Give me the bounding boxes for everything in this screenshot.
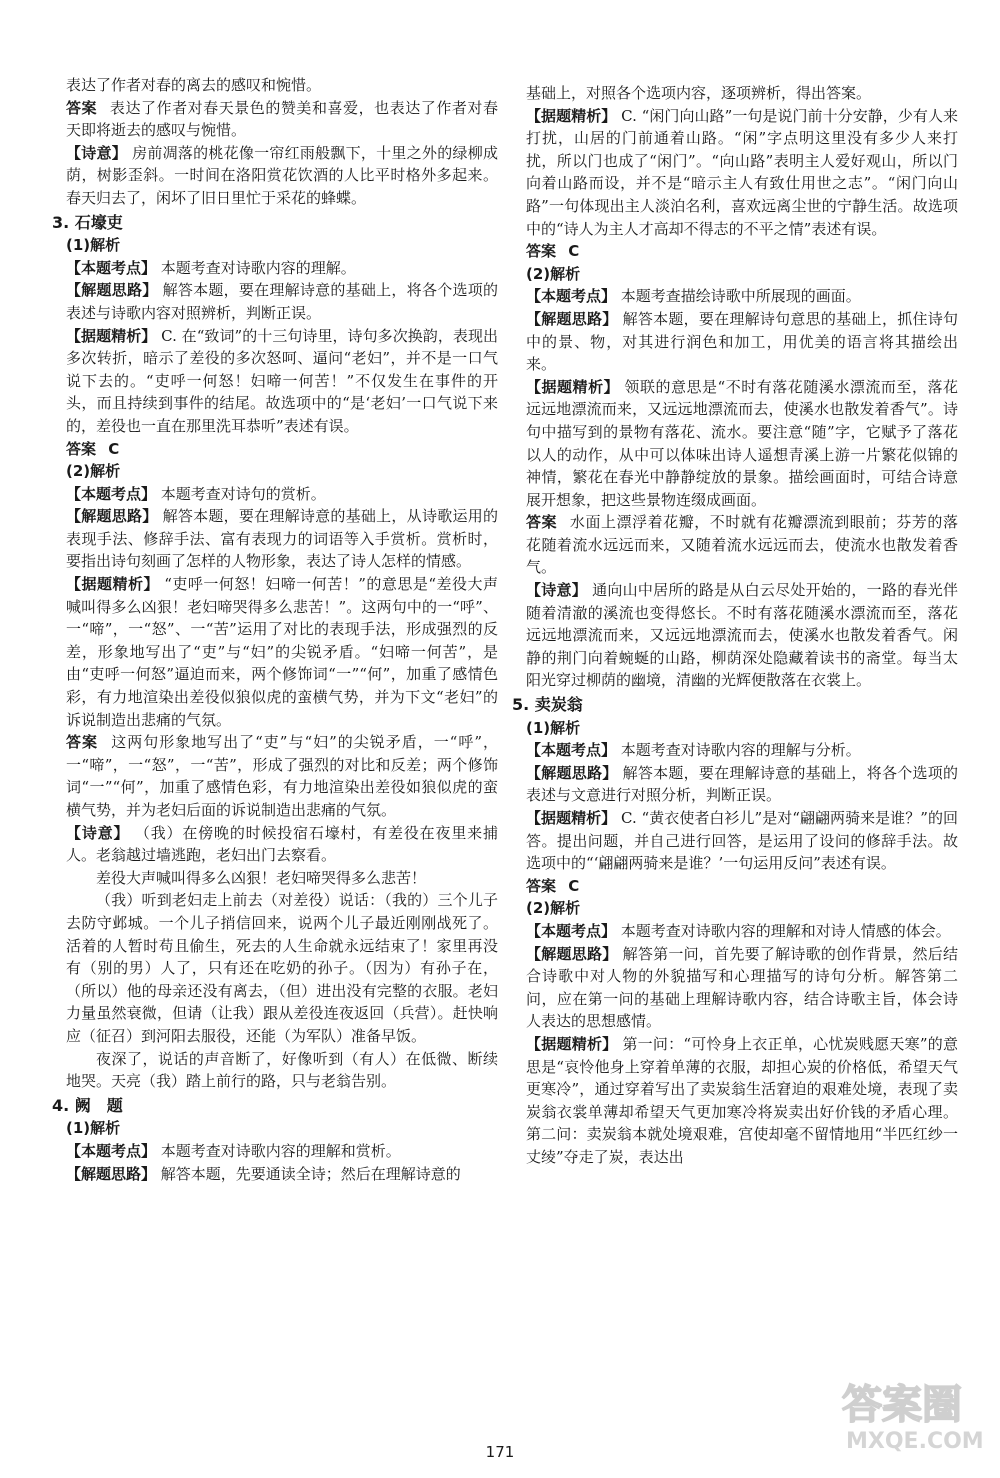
- section-tag: 【本题考点】: [66, 484, 157, 503]
- paragraph-text: C: [108, 439, 120, 458]
- answer-label: 答案: [66, 98, 98, 117]
- sub-heading: (1)解析: [66, 1119, 121, 1138]
- answer-paragraph: [526, 240, 958, 263]
- answer-label: 答案: [66, 733, 98, 752]
- answer-paragraph: [66, 97, 498, 142]
- section-tag: 【本题考点】: [66, 258, 157, 277]
- section-tag: 【据题精析】: [526, 809, 617, 827]
- tagged-paragraph: [526, 1033, 958, 1169]
- watermark-logo: [838, 1376, 988, 1456]
- paragraph-text: 表达了作者对春天景色的赞美和喜爱，也表达了作者对春天即将逝去的感叹与惋惜。: [66, 98, 498, 140]
- section-tag: 【解题思路】: [526, 309, 618, 328]
- paragraph-text: （我）在傍晚的时候投宿石壕村，有差役在夜里来捕人。老翁越过墙逃跑，老妇出门去察看。: [66, 823, 498, 865]
- tagged-paragraph: [66, 483, 498, 506]
- tagged-paragraph: [66, 822, 498, 867]
- section-tag: 【解题思路】: [66, 1164, 157, 1183]
- paragraph-text: 本题考查对诗歌内容的理解和赏析。: [160, 1141, 401, 1160]
- paragraph-text: 解答本题，要在理解诗意的基础上，从诗歌运用的表现手法、修辞手法、富有表现力的词语等入手赏析。赏析时，要指出诗句刻画了怎样的人物形象，表达了诗人怎样的情感。: [66, 507, 498, 571]
- tagged-paragraph: [526, 739, 958, 762]
- section-tag: 【据题精析】: [66, 326, 157, 345]
- answer-label: 答案: [526, 513, 558, 532]
- paragraph-text: 房前凋落的桃花像一帘红雨般飘下，十里之外的绿柳成荫，树影歪斜。一时间在洛阳赏花饮酒的人比平时格外多起来。春天归去了，闲坏了旧日里忙于采花的蜂蝶。: [66, 143, 498, 207]
- tagged-paragraph: [66, 325, 498, 438]
- section-tag: 【解题思路】: [66, 281, 158, 300]
- tagged-paragraph: [66, 1140, 498, 1163]
- answer-paragraph: [526, 875, 958, 898]
- sub-heading: (2)解析: [66, 462, 121, 481]
- section-tag: 【解题思路】: [526, 944, 618, 963]
- paragraph: 表达了作者对春的离去的感叹和惋惜。: [66, 76, 322, 94]
- page-number: 171: [485, 1443, 515, 1461]
- section-tag: 【本题考点】: [526, 921, 617, 940]
- paragraph-text: “吏呼一何怒！妇啼一何苦！”的意思是“差役大声喊叫得多么凶狠！老妇啼哭得多么悲苦！”。这两句中的一“呼”、一“啼”，一“怒”、一“苦”运用了对比的表现手法，形成强烈的反差，形象地写出了“吏”与“妇”的尖锐矛盾。“妇啼一何苦”，是由“吏呼一何怒”逼迫而来，两个修饰词“一”“何”，加重了感情色彩，有力地渲染出差役似狼似虎的蛮横气势，并为下文“老妇”的诉说制造出悲痛的气氛。: [66, 575, 498, 729]
- sub-heading: (1)解析: [526, 718, 581, 737]
- tagged-paragraph: [66, 279, 498, 324]
- paragraph-text: 本题考查对诗歌内容的理解与分析。: [620, 741, 861, 760]
- watermark-line2: MXQE.COM: [846, 1429, 984, 1454]
- tagged-paragraph: [526, 579, 958, 692]
- section-tag: 【诗意】: [66, 823, 130, 842]
- sub-heading: (2)解析: [526, 264, 581, 283]
- section-tag: 【据题精析】: [526, 1034, 618, 1053]
- indented-paragraph: 差役大声喊叫得多么凶狠！老妇啼哭得多么悲苦！: [96, 868, 427, 887]
- paragraph-text: C. “闲门向山路”一句是说门前十分安静，少有人来打扰，山居的门前通着山路。“闲”字点明这里没有多少人来打扰，所以门也成了“闲门”。“向山路”表明主人爱好观山，所以门向着山路而设，并不是“暗示主人有致仕用世之志”。“闲门向山路”一句体现出主人淡泊名利，喜欢远离尘世的宁静生活。故选项中的“诗人为主人才高却不得志的不平之情”表述有误。: [526, 106, 958, 238]
- sub-heading: (2)解析: [526, 899, 581, 918]
- sub-heading: (1)解析: [66, 236, 121, 255]
- section-tag: 【诗意】: [66, 143, 128, 162]
- section-tag: 【据题精析】: [66, 575, 159, 594]
- paragraph-text: 领联的意思是“不时有落花随溪水漂流而至，落花远远地漂流而来，又远远地漂流而去，使溪水也散发着香气”。诗句中描写到的景物有落花、流水。要注意“随”字，它赋予了落花以人的动作，从中可以体味出诗人遥想青溪上游一片繁花似锦的神情，繁花在春光中静静绽放的景象。描绘画面时，可结合诗意展开想象，把这些景物连缀成画面。: [526, 377, 958, 509]
- paragraph-text: 第一问：“可怜身上衣正单，心忧炭贱愿天寒”的意思是“哀怜他身上穿着单薄的衣服，却担心炭的价格低，希望天气更寒冷”，通过穿着写出了卖炭翁生活窘迫的艰难处境，表现了卖炭翁衣裳单薄却希望天气更加寒冷将炭卖出好价钱的矛盾心理。第二问：卖炭翁本就处境艰难，宫使却毫不留情地用“半匹红纱一丈绫”夺走了炭，表达出: [526, 1034, 958, 1166]
- section-tag: 【诗意】: [526, 581, 588, 600]
- paragraph-text: 解答本题，先要通读全诗；然后在理解诗意的: [160, 1164, 461, 1183]
- tagged-paragraph: [66, 573, 498, 731]
- tagged-paragraph: [526, 376, 958, 512]
- tagged-paragraph: [66, 142, 498, 210]
- paragraph-text: 本题考查对诗句的赏析。: [160, 484, 326, 503]
- answer-paragraph: [526, 511, 958, 579]
- paragraph-text: 解答本题，要在理解诗意的基础上，将各个选项的表述与文意进行对照分析，判断正误。: [526, 763, 958, 805]
- section-tag: 【本题考点】: [66, 1141, 157, 1160]
- paragraph-text: 解答本题，要在理解诗句意思的基础上，抓住诗句中的景、物，对其进行润色和加工，用优美的语言将其描绘出来。: [526, 309, 958, 374]
- answer-paragraph: [66, 731, 498, 821]
- section-heading: 3. 石壕吏: [52, 212, 123, 232]
- tagged-paragraph: [66, 505, 498, 573]
- section-tag: 【本题考点】: [526, 741, 617, 760]
- answer-label: 答案: [66, 439, 97, 458]
- paragraph-text: C: [568, 242, 580, 261]
- watermark-line1: 答案圈: [842, 1382, 962, 1428]
- section-tag: 【据题精析】: [526, 106, 617, 125]
- tagged-paragraph: [526, 308, 958, 376]
- indented-paragraph: 夜深了，说话的声音断了，好像听到（有人）在低微、断续地哭。天亮（我）踏上前行的路，只与老翁告别。: [66, 1049, 498, 1091]
- paragraph-text: 通向山中居所的路是从白云尽处开始的，一路的春光伴随着清澈的溪流也变得悠长。不时有落花随溪水漂流而至，落花远远地漂流而来，又远远地漂流而去，使溪水也散发着香气。闲静的荆门向着蜿蜒的山路，柳荫深处隐藏着读书的斋堂。每当太阳光穿过柳荫的幽境，清幽的光辉便散落在衣裳上。: [526, 581, 958, 690]
- tagged-paragraph: [526, 807, 958, 875]
- section-heading: 5. 卖炭翁: [512, 695, 583, 715]
- paragraph-text: 解答本题，要在理解诗意的基础上，将各个选项的表述与诗歌内容对照辨析，判断正误。: [66, 281, 498, 322]
- section-heading: 4. 阙 题: [52, 1095, 123, 1115]
- tagged-paragraph: [526, 762, 958, 807]
- section-tag: 【解题思路】: [526, 763, 618, 782]
- paragraph-text: 本题考查对诗歌内容的理解。: [160, 258, 356, 277]
- answer-label: 答案: [526, 242, 557, 261]
- paragraph-text: C. 在“致词”的十三句诗里，诗句多次换韵，表现出多次转折，暗示了差役的多次怒呵、逼问“老妇”，并不是一口气说下去的。“吏呼一何怒！妇啼一何苦！”不仅发生在事件的开头，而且持续到事件的结尾。故选项中的“是‘老妇’一口气说下来的，差役也一直在那里洗耳恭听”表述有误。: [66, 326, 498, 435]
- tagged-paragraph: [526, 105, 958, 241]
- section-tag: 【据题精析】: [526, 377, 620, 396]
- left-column: [52, 74, 498, 1185]
- paragraph-text: 这两句形象地写出了“吏”与“妇”的尖锐矛盾，一“呼”，一“啼”，一“怒”，一“苦”，形成了强烈的对比和反差；两个修饰词“一”“何”，加重了感情色彩，有力地渲染出差役如狼似虎的蛮横气势，并为老妇后面的诉说制造出悲痛的气氛。: [66, 733, 498, 819]
- tagged-paragraph: [526, 920, 958, 943]
- tagged-paragraph: [526, 285, 958, 308]
- section-tag: 【本题考点】: [526, 287, 617, 306]
- answer-paragraph: [66, 438, 498, 461]
- indented-paragraph: （我）听到老妇走上前去（对差役）说话：（我的）三个儿子去防守邺城。一个儿子捎信回来，说两个儿子最近刚刚战死了。活着的人暂时苟且偷生，死去的人生命就永远结束了！家里再没有（别的男）人了，只有还在吃奶的孙子。（因为）有孙子在，（所以）他的母亲还没有离去，（但）进出没有完整的衣服。老妇力量虽然衰微，但请（让我）跟从差役连夜返回（兵营）。赶快响应（征召）到河阳去服役，还能（为军队）准备早饭。: [66, 891, 498, 1045]
- tagged-paragraph: [66, 257, 498, 280]
- paragraph-text: 解答第一问，首先要了解诗歌的创作背景，然后结合诗歌中对人物的外貌描写和心理描写的诗句分析。解答第二问，应在第一问的基础上理解诗歌内容，结合诗歌主旨，体会诗人表达的思想感情。: [526, 944, 958, 1031]
- right-column: [512, 82, 958, 1169]
- tagged-paragraph: [526, 943, 958, 1033]
- answer-label: 答案: [526, 876, 557, 895]
- tagged-paragraph: [66, 1163, 498, 1186]
- paragraph-text: 水面上漂浮着花瓣，不时就有花瓣漂流到眼前；芬芳的落花随着流水远远而来，又随着流水远远而去，使流水也散发着香气。: [526, 513, 958, 577]
- section-tag: 【解题思路】: [66, 507, 158, 526]
- paragraph-text: C. “黄衣使者白衫儿”是对“翩翩两骑来是谁？”的回答。提出问题，并自己进行回答，是运用了设问的修辞手法。故选项中的“‘翩翩两骑来是谁？’一句运用反问”表述有误。: [526, 809, 958, 873]
- paragraph-text: 本题考查对诗歌内容的理解和对诗人情感的体会。: [620, 921, 951, 940]
- paragraph: 基础上，对照各个选项内容，逐项辨析，得出答案。: [526, 84, 872, 102]
- paragraph-text: 本题考查描绘诗歌中所展现的画面。: [620, 287, 861, 306]
- paragraph-text: C: [568, 876, 580, 895]
